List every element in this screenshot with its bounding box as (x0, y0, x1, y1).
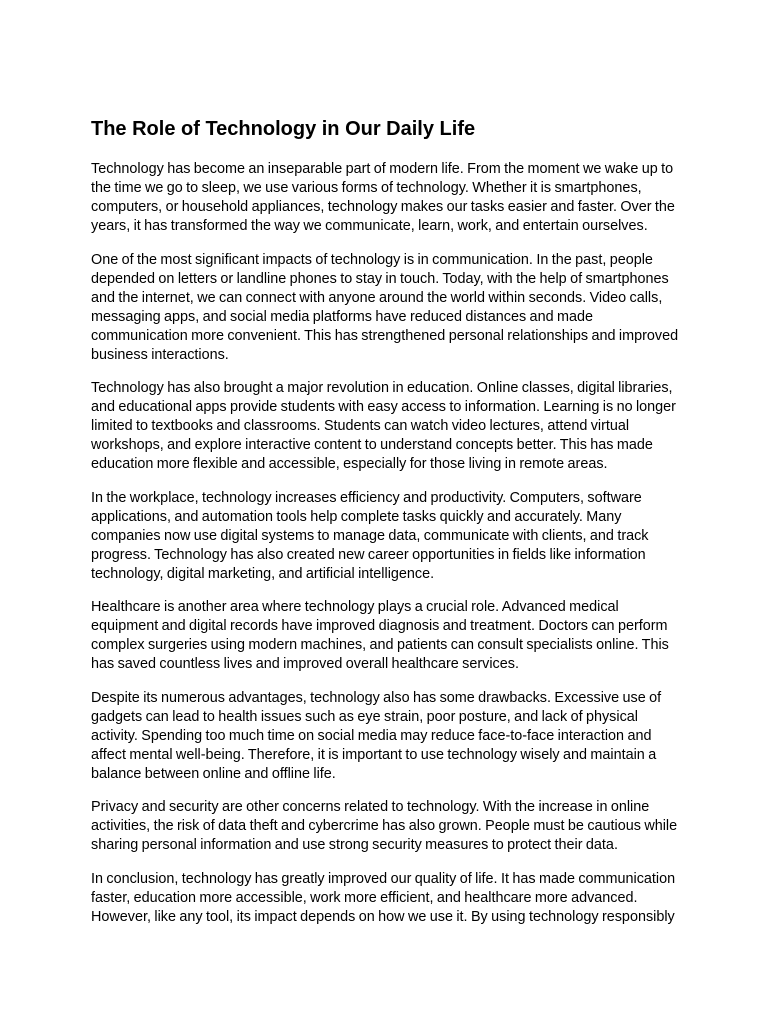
paragraph-conclusion: In conclusion, technology has greatly improved our quality of life. It has made communication faster, education more accessible, work more efficient, and healthcare more advanced. However, like any tool, its impact depends on how we use it. By using technology responsibly (91, 870, 676, 925)
paragraph-intro: Technology has become an inseparable part of modern life. From the moment we wake up to the time we go to sleep, we use various forms of technology. Whether it is smartphones, computers, or household appliances, technology makes our tasks easier and faster. Over the years, it has transformed the way we communicate, learn, work, and entertain ourselves. (91, 161, 675, 234)
paragraph-drawbacks: Despite its numerous advantages, technology also has some drawbacks. Excessive use of gadgets can lead to health issues such as eye strain, poor posture, and lack of physical activity. Spending too much time on social media may reduce face-to-face interaction and affect mental well-being. Therefore, it is important to use technology wisely and maintain a balance between online and offline life. (91, 689, 662, 782)
paragraph-communication: One of the most significant impacts of technology is in communication. In the past, people depended on letters or landline phones to stay in touch. Today, with the help of smartphones and the internet, we can connect with anyone around the world within seconds. Video calls, messaging apps, and social media platforms have reduced distances and made communication more convenient. This has strengthened personal relationships and improved business interactions. (91, 251, 679, 363)
paragraph-workplace: In the workplace, technology increases efficiency and productivity. Computers, software applications, and automation tools help complete tasks quickly and accurately. Many companies now use digital systems to manage data, communicate with clients, and track progress. Technology has also created new career opportunities in fields like information technology, digital marketing, and artificial intelligence. (91, 489, 649, 582)
paragraph-privacy: Privacy and security are other concerns related to technology. With the increase in online activities, the risk of data theft and cybercrime has also grown. People must be cautious while sharing personal information and use strong security measures to protect their data. (91, 799, 678, 853)
document-page (91, 116, 681, 941)
document-title: The Role of Technology in Our Daily Life (91, 118, 476, 140)
paragraph-education: Technology has also brought a major revolution in education. Online classes, digital libraries, and educational apps provide students with easy access to information. Learning is no longer limited to textbooks and classrooms. Students can watch video lectures, attend virtual workshops, and explore interactive content to understand concepts better. This has made education more flexible and accessible, especially for those living in remote areas. (91, 380, 676, 472)
paragraph-healthcare: Healthcare is another area where technology plays a crucial role. Advanced medical equipment and digital records have improved diagnosis and treatment. Doctors can perform complex surgeries using modern machines, and patients can consult specialists online. This has saved countless lives and improved overall healthcare services. (91, 599, 669, 672)
document-body (91, 160, 681, 927)
